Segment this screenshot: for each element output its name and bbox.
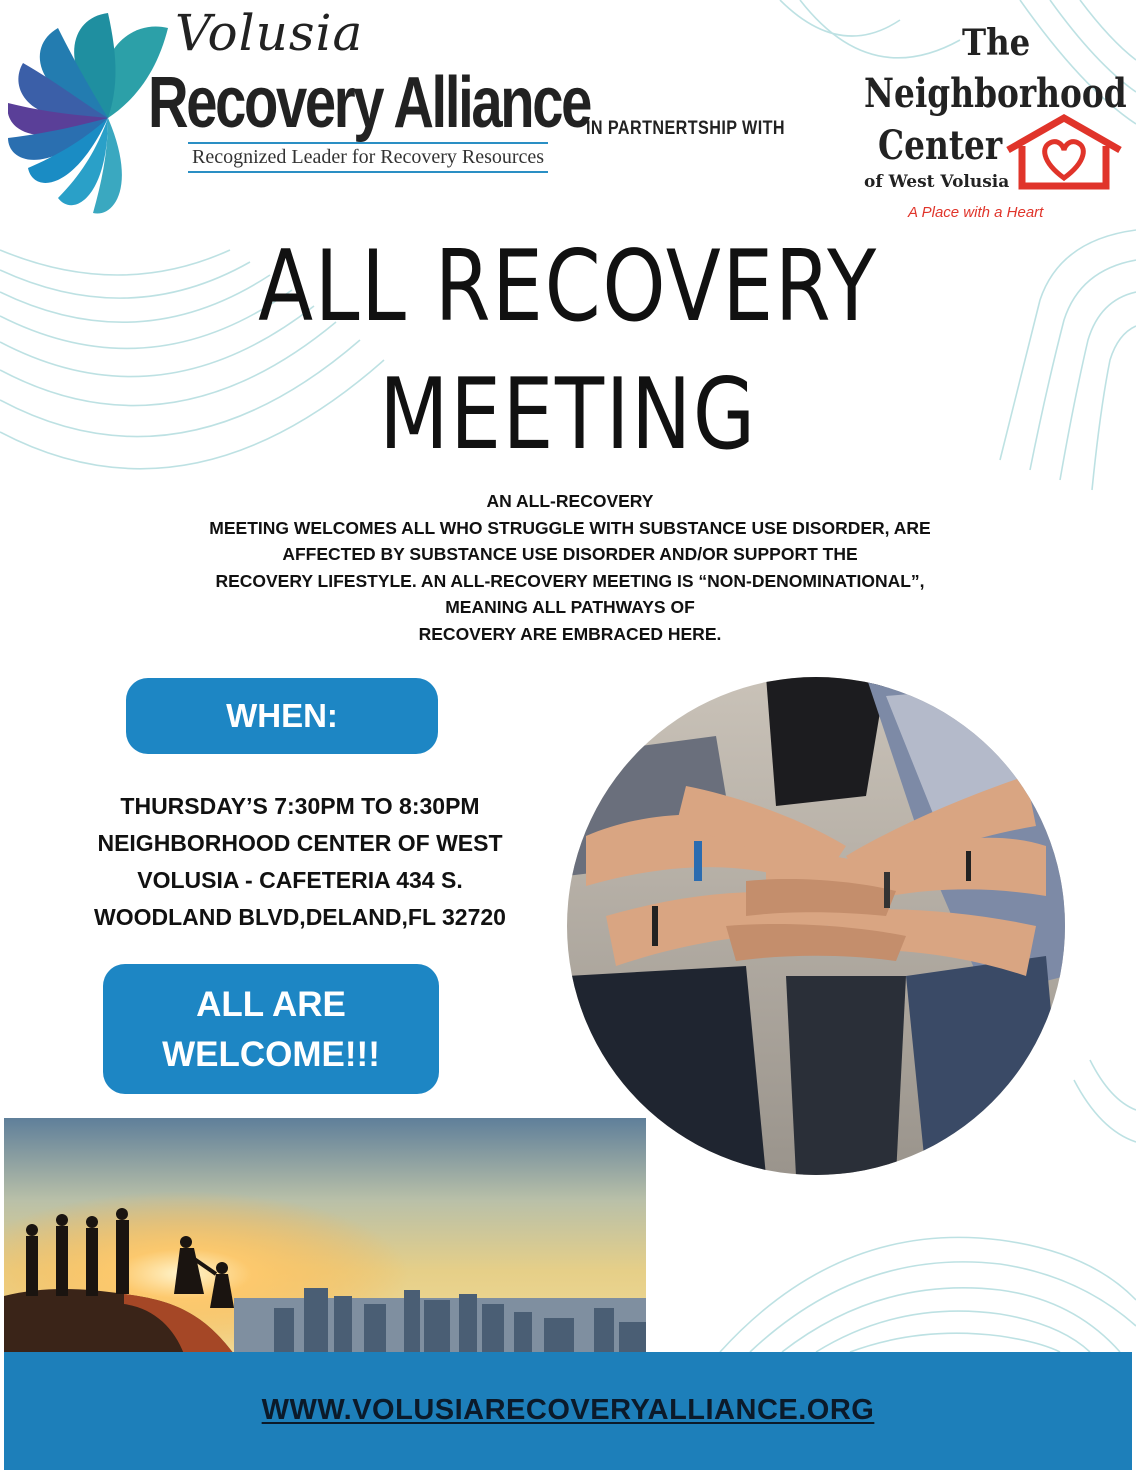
- description-line: AFFECTED BY SUBSTANCE USE DISORDER AND/OR SUPPORT THE: [282, 544, 858, 565]
- description-line: AN ALL-RECOVERY: [486, 491, 654, 511]
- vra-tagline: Recognized Leader for Recovery Resources: [188, 142, 548, 173]
- details-line: THURSDAY’S 7:30PM TO 8:30PM: [120, 793, 480, 819]
- website-link[interactable]: WWW.VOLUSIARECOVERYALLIANCE.ORG: [261, 1394, 875, 1426]
- welcome-line2: WELCOME!!!: [162, 1035, 380, 1074]
- all-welcome-badge: [103, 964, 439, 1094]
- meeting-description: [100, 488, 1040, 648]
- description-line: MEETING WELCOMES ALL WHO STRUGGLE WITH SUBSTANCE USE DISORDER, ARE: [209, 517, 931, 538]
- nc-slogan: A Place with a Heart: [908, 204, 1044, 221]
- nc-logo-line2: Neighborhood: [864, 70, 1127, 117]
- page-title-line1: ALL RECOVERY: [258, 230, 878, 344]
- vra-script-text: Volusia: [175, 4, 364, 62]
- details-line: VOLUSIA - CAFETERIA 434 S.: [137, 867, 463, 893]
- partnership-text: IN PARTNERTSHIP WITH: [586, 118, 786, 139]
- stacked-hands-photo: [566, 676, 1066, 1176]
- welcome-line1: ALL ARE: [196, 985, 346, 1024]
- nc-logo-line1: The: [962, 22, 1031, 64]
- details-line: WOODLAND BLVD,DELAND,FL 32720: [94, 904, 506, 930]
- nc-logo-line3: Center: [878, 122, 1003, 169]
- description-line: RECOVERY LIFESTYLE. AN ALL-RECOVERY MEETING IS “NON-DENOMINATIONAL”,: [215, 570, 925, 591]
- details-line: NEIGHBORHOOD CENTER OF WEST: [97, 830, 503, 856]
- nc-logo-line4: of West Volusia: [864, 172, 1010, 192]
- city-sunset-climbers-photo: [4, 1118, 646, 1354]
- description-line: RECOVERY ARE EMBRACED HERE.: [418, 623, 722, 644]
- house-heart-icon: [1002, 112, 1126, 192]
- meeting-details: [40, 788, 560, 936]
- page-title-line2: MEETING: [379, 358, 757, 472]
- description-line: MEANING ALL PATHWAYS OF: [445, 597, 695, 618]
- vra-main-text: Recovery Alliance: [148, 63, 591, 143]
- when-label-badge: WHEN:: [126, 678, 438, 754]
